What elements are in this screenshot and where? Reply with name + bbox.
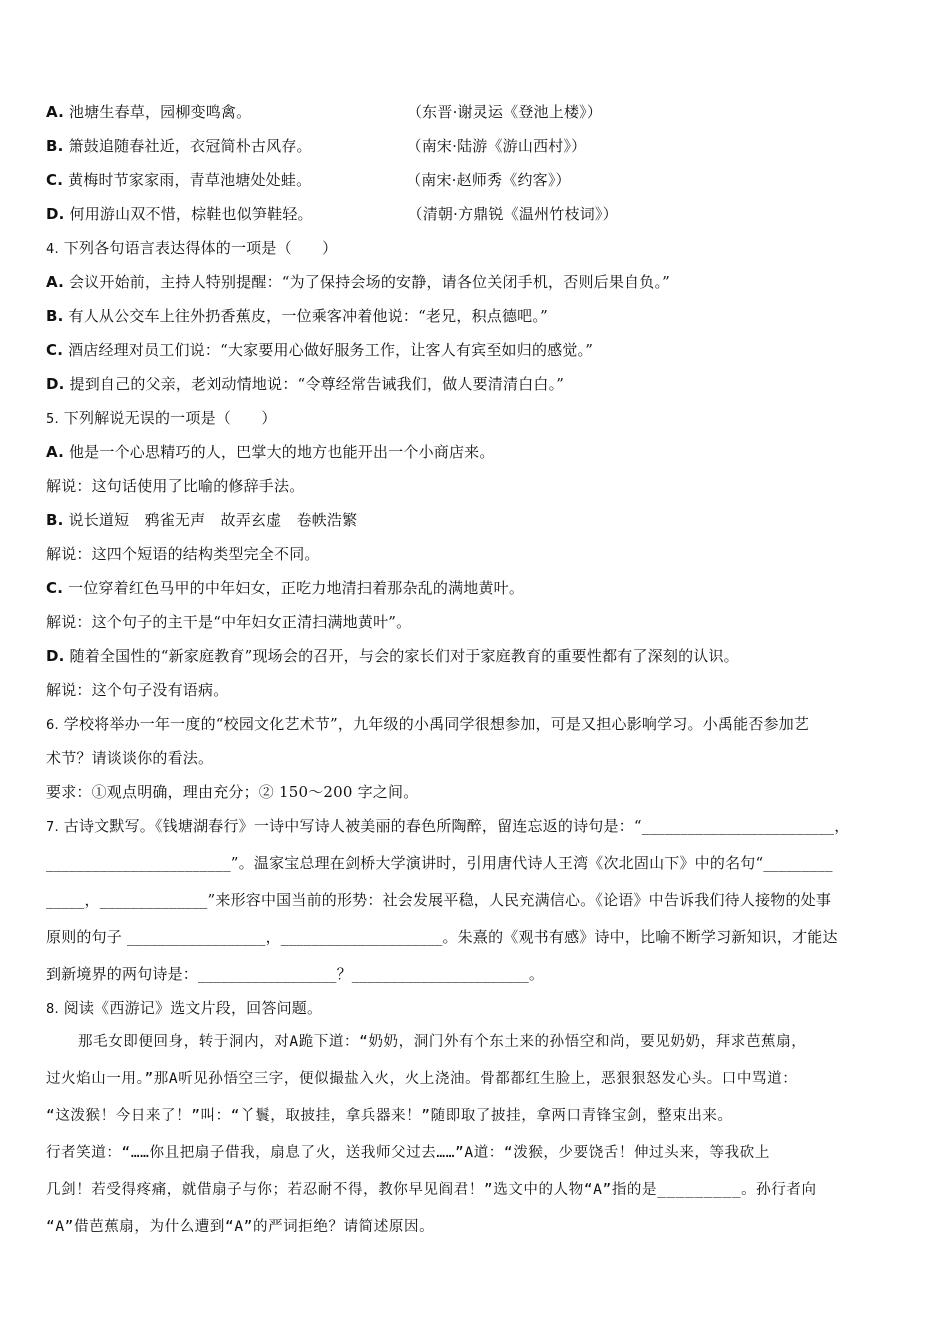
option-source: （清朝·方鼎锐《温州竹枝词》）	[407, 205, 618, 223]
option-text: 他是一个心思精巧的人，巴掌大的地方也能开出一个小商店来。	[68, 443, 495, 461]
q8-passage-line2: 过火焰山一用。”那A听见孙悟空三字，便似撮盐入火，火上浇油。骨都都红生脸上，恶狠狠怒发心头。口中骂道：	[46, 1071, 798, 1087]
option-text: 说长道短 鸦雀无声 故弄玄虚 卷帙浩繁	[68, 511, 358, 529]
option-text: 一位穿着红色马甲的中年妇女，正吃力地清扫着那杂乱的满地黄叶。	[68, 579, 525, 597]
q5-option-d	[46, 646, 739, 666]
q6-line2: 术节？请谈谈你的看法。	[46, 749, 214, 767]
q5-note-d: 解说：这个句子没有语病。	[46, 681, 229, 699]
option-source: （南宋·赵师秀《约客》）	[406, 171, 571, 189]
option-text: 有人从公交车上往外扔香蕉皮，一位乘客冲着他说：“老兄，积点德吧。”	[68, 307, 548, 325]
option-text: 会议开始前，主持人特别提醒：“为了保持会场的安静，请各位关闭手机，否则后果自负。”	[68, 273, 671, 291]
q6-requirement: 要求：①观点明确，理由充分；② 150～200 字之间。	[46, 783, 419, 801]
option-label: D.	[46, 375, 65, 393]
question-text: 下列解说无误的一项是（ ）	[63, 409, 277, 427]
q3-option-c	[46, 170, 571, 190]
option-label: C.	[46, 171, 64, 189]
q3-option-d	[46, 204, 618, 224]
q7-line4: 原则的句子 __________________，_____________________。朱熹的《观书有感》诗中，比喻不断学习新知识，才能达	[46, 928, 838, 946]
option-label: C.	[46, 579, 64, 597]
option-source: （南宋·陆游《游山西村》）	[406, 137, 587, 155]
q7-line1	[46, 816, 849, 838]
option-poem: 何用游山双不惜，棕鞋也似笋鞋轻。	[69, 205, 313, 223]
q4-option-d	[46, 374, 564, 394]
q5-stem	[46, 408, 277, 430]
q7-line2: ________________________”。温家宝总理在剑桥大学演讲时，引用唐代诗人王湾《次北固山下》中的名句“_________	[46, 854, 833, 872]
q7-line3: _____，______________”来形容中国当前的形势：社会发展平稳，人民充满信心。《论语》中告诉我们待人接物的处事	[46, 891, 832, 909]
q5-option-c	[46, 578, 524, 598]
q4-option-b	[46, 306, 548, 326]
option-label: A.	[46, 443, 64, 461]
question-text: 古诗文默写。《钱塘湖春行》一诗中写诗人被美丽的春色所陶醉，留连忘返的诗句是：“_________________________，	[63, 817, 850, 835]
q8-stem	[46, 998, 322, 1020]
q5-option-b	[46, 510, 357, 530]
option-label: B.	[46, 307, 64, 325]
option-label: B.	[46, 511, 64, 529]
q8-passage-line1: 那毛女即便回身，转于洞内，对A跪下道：“奶奶，洞门外有个东土来的孙悟空和尚，要见奶奶，拜求芭蕉扇，	[78, 1034, 807, 1050]
option-label: B.	[46, 137, 64, 155]
q7-line5: 到新境界的两句诗是：__________________？_______________________。	[46, 965, 545, 983]
q5-note-c: 解说：这个句子的主干是“中年妇女正清扫满地黄叶”。	[46, 613, 412, 631]
option-label: C.	[46, 341, 64, 359]
q4-option-a	[46, 272, 670, 292]
question-number: 6.	[46, 718, 59, 733]
question-text: 下列各句语言表达得体的一项是（ ）	[63, 239, 338, 257]
question-number: 5.	[46, 412, 59, 427]
question-text: 阅读《西游记》选文片段，回答问题。	[63, 999, 323, 1017]
q4-option-c	[46, 340, 593, 360]
q8-passage-line3: “这泼猴！今日来了！”叫：“丫鬟，取披挂，拿兵器来！”随即取了披挂，拿两口青锋宝剑，整束出来。	[46, 1108, 733, 1124]
q3-option-a	[46, 102, 602, 122]
option-poem: 黄梅时节家家雨，青草池塘处处蛙。	[68, 171, 312, 189]
question-number: 8.	[46, 1002, 59, 1017]
option-label: D.	[46, 205, 65, 223]
option-text: 提到自己的父亲，老刘动情地说：“令尊经常告诫我们，做人要清清白白。”	[69, 375, 565, 393]
q5-note-a: 解说：这句话使用了比喻的修辞手法。	[46, 477, 305, 495]
option-text: 酒店经理对员工们说：“大家要用心做好服务工作，让客人有宾至如归的感觉。”	[68, 341, 594, 359]
question-number: 7.	[46, 820, 59, 835]
option-poem: 箫鼓追随春社近，衣冠简朴古风存。	[68, 137, 312, 155]
q6-line1	[46, 714, 809, 736]
option-label: A.	[46, 273, 64, 291]
option-poem: 池塘生春草，园柳变鸣禽。	[68, 103, 252, 121]
q8-passage-line5: 几剑！若受得疼痛，就借扇子与你；若忍耐不得，教你早见阎君！”选文中的人物“A”指的是_________。孙行者向	[46, 1182, 817, 1198]
q5-note-b: 解说：这四个短语的结构类型完全不同。	[46, 545, 320, 563]
option-label: D.	[46, 647, 65, 665]
q8-passage-line4: 行者笑道：“……你且把扇子借我，扇息了火，送我师父过去……”A道：“泼猴，少要饶舌！伸过头来，等我砍上	[46, 1145, 770, 1161]
option-source: （东晋·谢灵运《登池上楼》）	[406, 103, 603, 121]
q8-passage-line6: “A”借芭蕉扇，为什么遭到“A”的严词拒绝？请简述原因。	[46, 1219, 435, 1235]
question-text: 学校将举办一年一度的“校园文化艺术节”，九年级的小禹同学很想参加，可是又担心影响学习。小禹能否参加艺	[63, 715, 810, 733]
question-number: 4.	[46, 242, 59, 257]
q3-option-b	[46, 136, 586, 156]
q4-stem	[46, 238, 337, 260]
q5-option-a	[46, 442, 495, 462]
option-text: 随着全国性的“新家庭教育”现场会的召开，与会的家长们对于家庭教育的重要性都有了深刻的认识。	[69, 647, 739, 665]
option-label: A.	[46, 103, 64, 121]
